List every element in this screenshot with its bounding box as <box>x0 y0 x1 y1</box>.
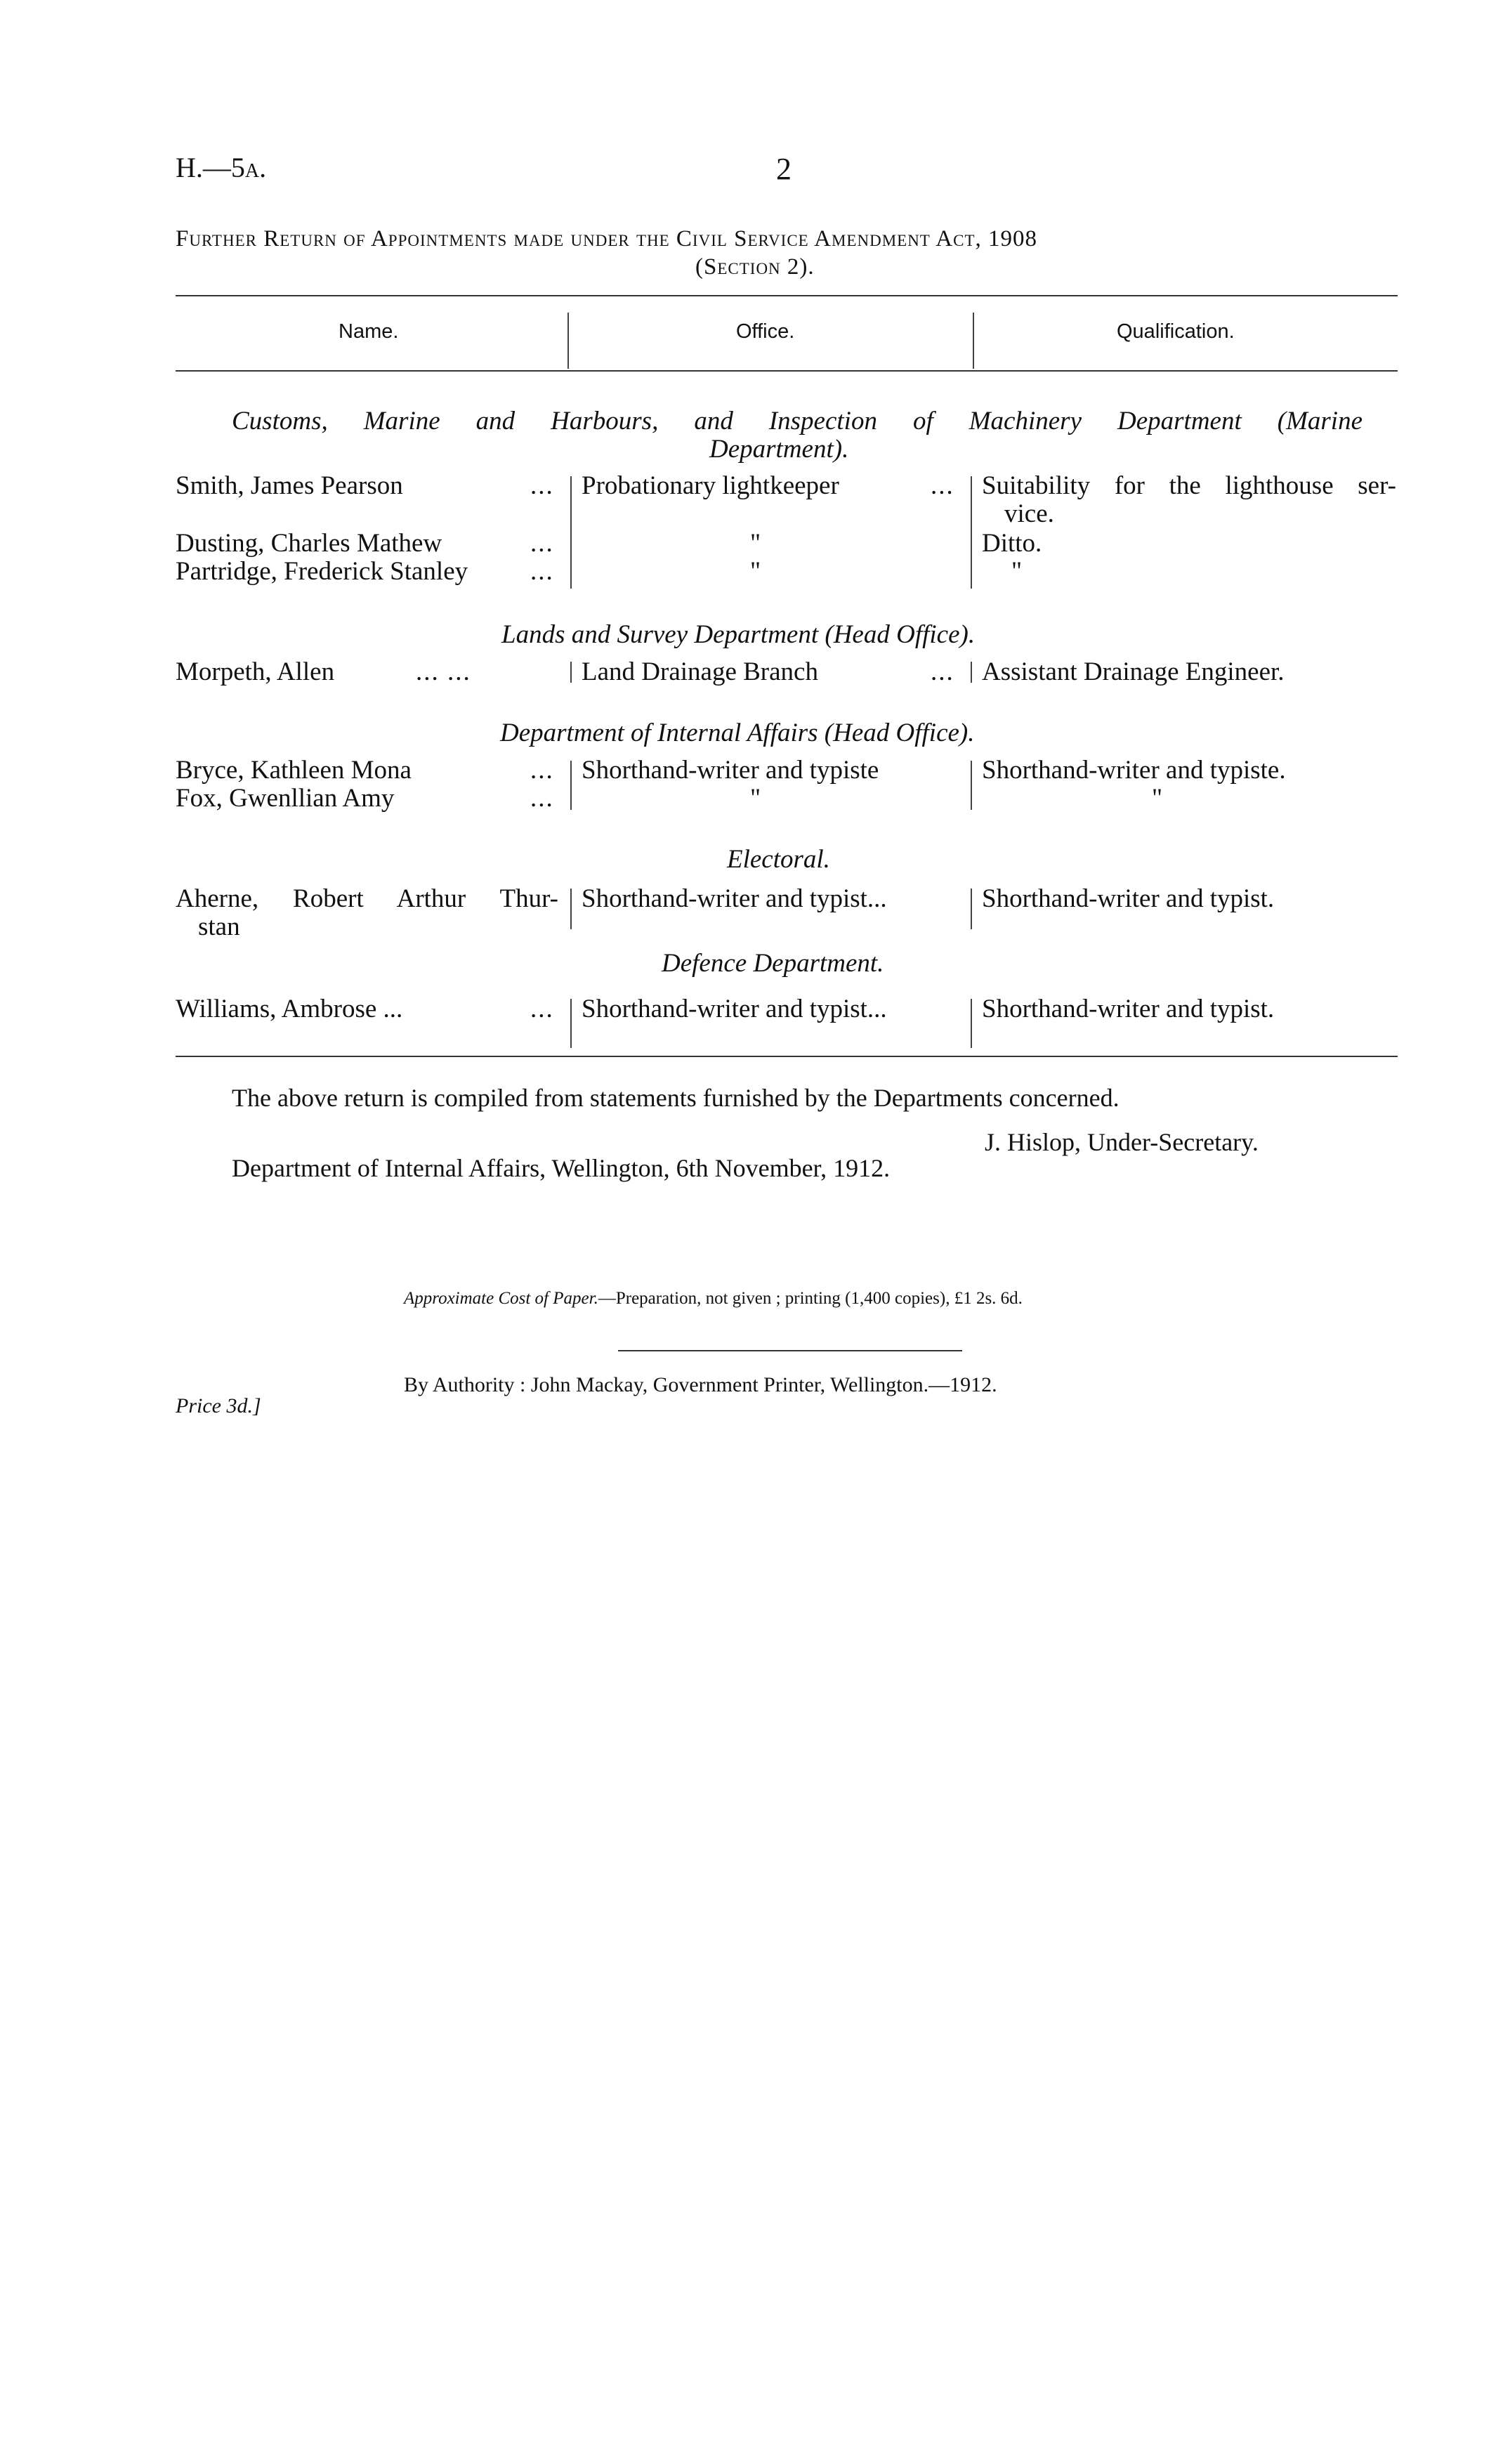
printer-imprint: By Authority : John Mackay, Government Printer, Wellington.—1912. <box>404 1373 997 1396</box>
table-bottom-rule <box>176 1056 1398 1057</box>
column-divider <box>971 999 972 1048</box>
column-divider <box>570 889 572 929</box>
leader-dots: ... <box>931 657 954 686</box>
leader-dots: ... <box>530 995 554 1023</box>
entry-name: Williams, Ambrose ... <box>176 995 403 1023</box>
column-header-office: Office. <box>736 320 795 343</box>
column-divider <box>973 313 974 369</box>
entry-qualification: Assistant Drainage Engineer. <box>982 657 1285 686</box>
entry-name-cont: stan <box>198 912 240 941</box>
leader-dots: ... ... <box>416 657 471 686</box>
section-heading-lands: Lands and Survey Department (Head Office). <box>501 620 976 649</box>
document-title: Further Return of Appointments made under the Civil Service Amendment Act, 1908 <box>176 226 1038 251</box>
entry-qualification-ditto: " <box>1152 784 1163 813</box>
entry-qualification: Shorthand-writer and typist. <box>982 884 1275 913</box>
entry-qualification: Ditto. <box>982 529 1042 558</box>
dateline: Department of Internal Affairs, Wellington, 6th November, 1912. <box>232 1154 891 1182</box>
section-heading-defence: Defence Department. <box>662 949 884 978</box>
entry-name: Fox, Gwenllian Amy <box>176 784 395 813</box>
entry-office: Probationary lightkeeper <box>582 471 839 500</box>
section-heading-electoral: Electoral. <box>727 845 830 874</box>
entry-office: Land Drainage Branch <box>582 657 818 686</box>
entry-office: Shorthand-writer and typist... <box>582 884 887 913</box>
entry-name: Aherne, Robert Arthur Thur- <box>176 884 558 913</box>
entry-office: Shorthand-writer and typist... <box>582 995 887 1023</box>
section-heading-customs-cont: Department). <box>709 435 849 464</box>
entry-office: Shorthand-writer and typiste <box>582 756 879 785</box>
entry-qualification-ditto: " <box>1011 557 1023 586</box>
cost-note <box>404 1289 1023 1309</box>
entry-qualification: Shorthand-writer and typiste. <box>982 756 1286 785</box>
price: Price 3d.] <box>176 1394 261 1417</box>
entry-name: Dusting, Charles Mathew <box>176 529 442 558</box>
document-subtitle: (Section 2). <box>695 254 815 280</box>
leader-dots: ... <box>530 529 554 558</box>
leader-dots: ... <box>530 557 554 586</box>
entry-name: Partridge, Frederick Stanley <box>176 557 468 586</box>
entry-qualification: Suitability for the lighthouse ser- <box>982 471 1396 500</box>
column-header-qualification: Qualification. <box>1117 320 1235 343</box>
column-divider <box>971 761 972 810</box>
leader-dots: ... <box>530 756 554 785</box>
signature: J. Hislop, Under-Secretary. <box>985 1128 1259 1156</box>
imprint-rule <box>618 1350 962 1351</box>
column-divider <box>971 662 972 683</box>
column-divider <box>570 662 572 683</box>
column-divider <box>570 999 572 1048</box>
entry-office-ditto: " <box>750 784 761 813</box>
column-header-name: Name. <box>339 320 399 343</box>
table-top-rule <box>176 295 1398 296</box>
leader-dots: ... <box>530 471 554 500</box>
column-divider <box>567 313 569 369</box>
entry-office-ditto: " <box>750 557 761 586</box>
entry-qualification: Shorthand-writer and typist. <box>982 995 1275 1023</box>
column-divider <box>570 476 572 589</box>
page-number: 2 <box>776 152 792 186</box>
entry-name: Morpeth, Allen <box>176 657 335 686</box>
entry-name: Smith, James Pearson <box>176 471 403 500</box>
table-header-rule <box>176 370 1398 372</box>
column-divider <box>570 761 572 810</box>
entry-office-ditto: " <box>750 529 761 558</box>
column-divider <box>971 889 972 929</box>
leader-dots: ... <box>931 471 954 500</box>
entry-name: Bryce, Kathleen Mona <box>176 756 412 785</box>
cost-text: —Preparation, not given ; printing (1,400 copies), £1 2s. 6d. <box>598 1289 1023 1308</box>
column-divider <box>971 476 972 589</box>
document-code: H.—5a. <box>176 152 267 183</box>
section-heading-customs: Customs, Marine and Harbours, and Inspection of Machinery Department (Marine <box>232 407 1363 435</box>
entry-qualification-cont: vice. <box>1004 499 1054 528</box>
section-heading-internal: Department of Internal Affairs (Head Office). <box>500 719 975 747</box>
cost-label: Approximate Cost of Paper. <box>404 1289 598 1308</box>
leader-dots: ... <box>530 784 554 813</box>
return-statement: The above return is compiled from statements furnished by the Departments concerned. <box>232 1084 1120 1112</box>
